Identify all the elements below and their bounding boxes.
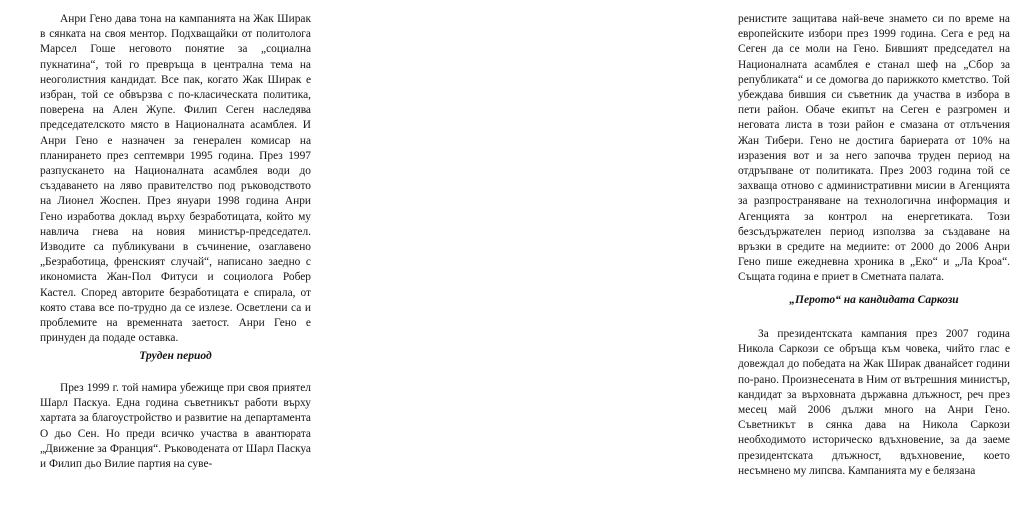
section-heading-difficult-period: Труден период bbox=[139, 350, 212, 362]
left-text-block-bottom bbox=[40, 381, 311, 472]
left-text-block-top bbox=[40, 12, 311, 346]
paragraph: ренистите защитава най-вече знамето си по време на европейските избори през 1999 година. Сега е ред на Сеген да се моли на Гено. Бившият председател на Националната асамблея е станал шеф на „Сбор за републиката“ и се домогва до парижкото кметство. Той убеждава бившия си съветник да участва в изборa в пети район. Обаче екипът на Сеген е разгромен и неговата листа в този район е смазана от отлъчения Жан Тибери. Гено не достига бариерата от 10% на изразения вот и за него започва труден период на отдръпване от политиката. През 2003 година той се захваща отново с административни мисии в Агенцията за разпространяване на технологична информация и Агенцията за контрол на енергетиката. Този безсъдържателен период използва за създаване на връзки в средите на медиите: от 2000 до 2006 Анри Гено пише ежедневна хроника в „Еко“ и „Ла Кроа“. Същата година е приет в Сметната палата. bbox=[738, 13, 1010, 284]
paragraph: Анри Гено дава тона на кампанията на Жак Ширак в сянката на своя ментор. Подхващайки от политолога Марсел Гоше неговото понятие за „социална пукнатина“, той го превръща в централна тема на неоголистния кандидат. Все пак, когато Жак Ширак е избран, той се обвързва с по-класическата политика, поверена на Ален Жупе. Филип Сеген наследява председателското място в Националната асамблея. И Анри Гено е назначен за генерален комисар на планирането през септември 1995 година. През 1997 разпускането на Националната асамблея води до създаването на ляво правителство под ръководството на Лионел Жоспен. През януари 1998 година Анри Гено изработва доклад върху безработицата, който му навлича гнева на новия министър-председател. Изводите са публикувани в съчинение, озаглавено „Безработица, френският случай“, написано заедно с икономиста Жан-Пол Фитуси и социолога Робер Кастел. Според авторите безработицата е спирала, от която става все по-трудно да се излезе. Осветлени са и проблемите на временната заетост. Анри Гено е принуден да подаде оставка. bbox=[40, 13, 311, 345]
paragraph: През 1999 г. той намира убежище при своя приятел Шарл Паскуа. Една година съветникът работи върху хартата за благоустройство и развитие на департамента О дьо Сен. Но преди всичко участва в авантюрата „Движение за Франция“. Ръководената от Шарл Паскуа и Филип дьо Вилие партия на суве- bbox=[40, 382, 311, 471]
right-page bbox=[350, 0, 1010, 525]
paragraph: За президентската кампания през 2007 година Никола Саркози се обръща към човека, чийто глас е довеждал до победата на Жак Ширак дванайсет години по-рано. Произнесената в Ним от вътрешния министър, кандидат за върховната държавна длъжност, реч през месец май 2006 дължи много на Анри Гено. Съветникът в сянка дава на Никола Саркози необходимото историческо вдъхновение, за да заеме президентската длъжност, вдъхновение, което несъмнено му липсва. Кампанията му е белязана bbox=[738, 328, 1010, 477]
right-text-block-top bbox=[738, 12, 1010, 286]
section-heading-sarkozy-pen: „Перото“ на кандидата Саркози bbox=[789, 294, 959, 306]
right-text-block-bottom bbox=[738, 327, 1010, 479]
left-page bbox=[0, 0, 350, 525]
